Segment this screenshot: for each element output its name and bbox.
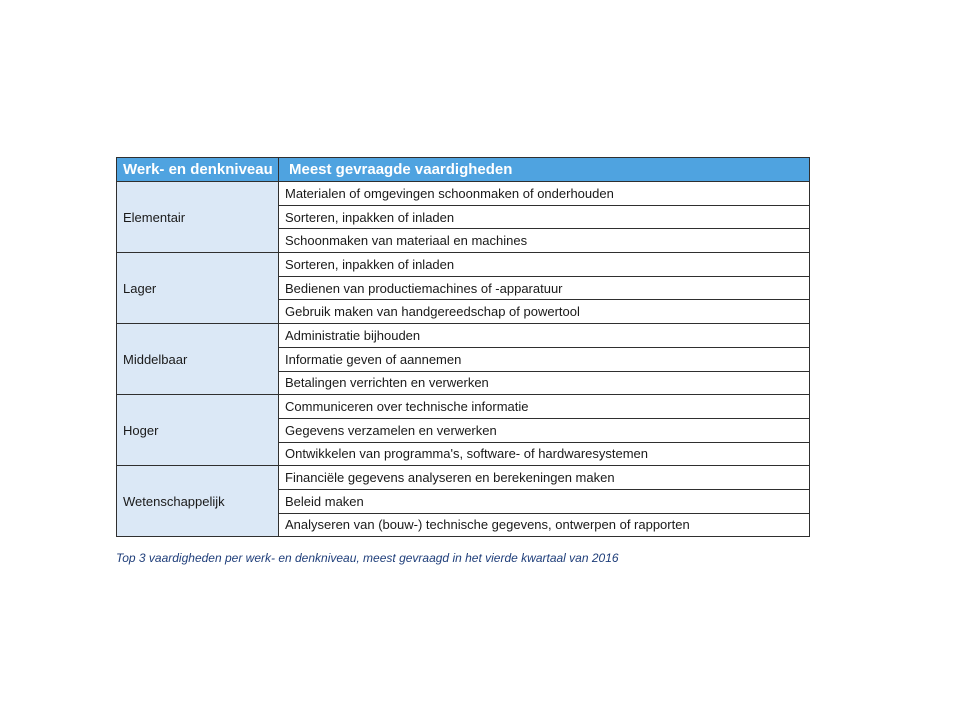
table-caption: Top 3 vaardigheden per werk- en denkniveau, meest gevraagd in het vierde kwartaal van 2016 xyxy=(116,551,619,565)
column-header-level: Werk- en denkniveau xyxy=(117,158,279,182)
level-cell: Elementair xyxy=(117,182,279,253)
skill-cell: Ontwikkelen van programma's, software- of hardwaresystemen xyxy=(279,442,810,466)
level-cell: Lager xyxy=(117,253,279,324)
table-row xyxy=(117,182,810,206)
skill-cell: Sorteren, inpakken of inladen xyxy=(279,205,810,229)
skill-cell: Informatie geven of aannemen xyxy=(279,347,810,371)
table-header-row xyxy=(117,158,810,182)
skill-cell: Schoonmaken van materiaal en machines xyxy=(279,229,810,253)
skills-table xyxy=(116,157,810,537)
skill-cell: Beleid maken xyxy=(279,489,810,513)
table-row xyxy=(117,466,810,490)
skill-cell: Administratie bijhouden xyxy=(279,324,810,348)
skill-cell: Gegevens verzamelen en verwerken xyxy=(279,418,810,442)
column-header-skills: Meest gevraagde vaardigheden xyxy=(279,158,810,182)
level-cell: Hoger xyxy=(117,395,279,466)
skill-cell: Gebruik maken van handgereedschap of powertool xyxy=(279,300,810,324)
level-cell: Middelbaar xyxy=(117,324,279,395)
skill-cell: Bedienen van productiemachines of -apparatuur xyxy=(279,276,810,300)
skill-cell: Financiële gegevens analyseren en berekeningen maken xyxy=(279,466,810,490)
table-row xyxy=(117,253,810,277)
skill-cell: Sorteren, inpakken of inladen xyxy=(279,253,810,277)
skill-cell: Betalingen verrichten en verwerken xyxy=(279,371,810,395)
skill-cell: Materialen of omgevingen schoonmaken of onderhouden xyxy=(279,182,810,206)
skill-cell: Communiceren over technische informatie xyxy=(279,395,810,419)
level-cell: Wetenschappelijk xyxy=(117,466,279,537)
skill-cell: Analyseren van (bouw-) technische gegevens, ontwerpen of rapporten xyxy=(279,513,810,537)
table-row xyxy=(117,395,810,419)
table-row xyxy=(117,324,810,348)
